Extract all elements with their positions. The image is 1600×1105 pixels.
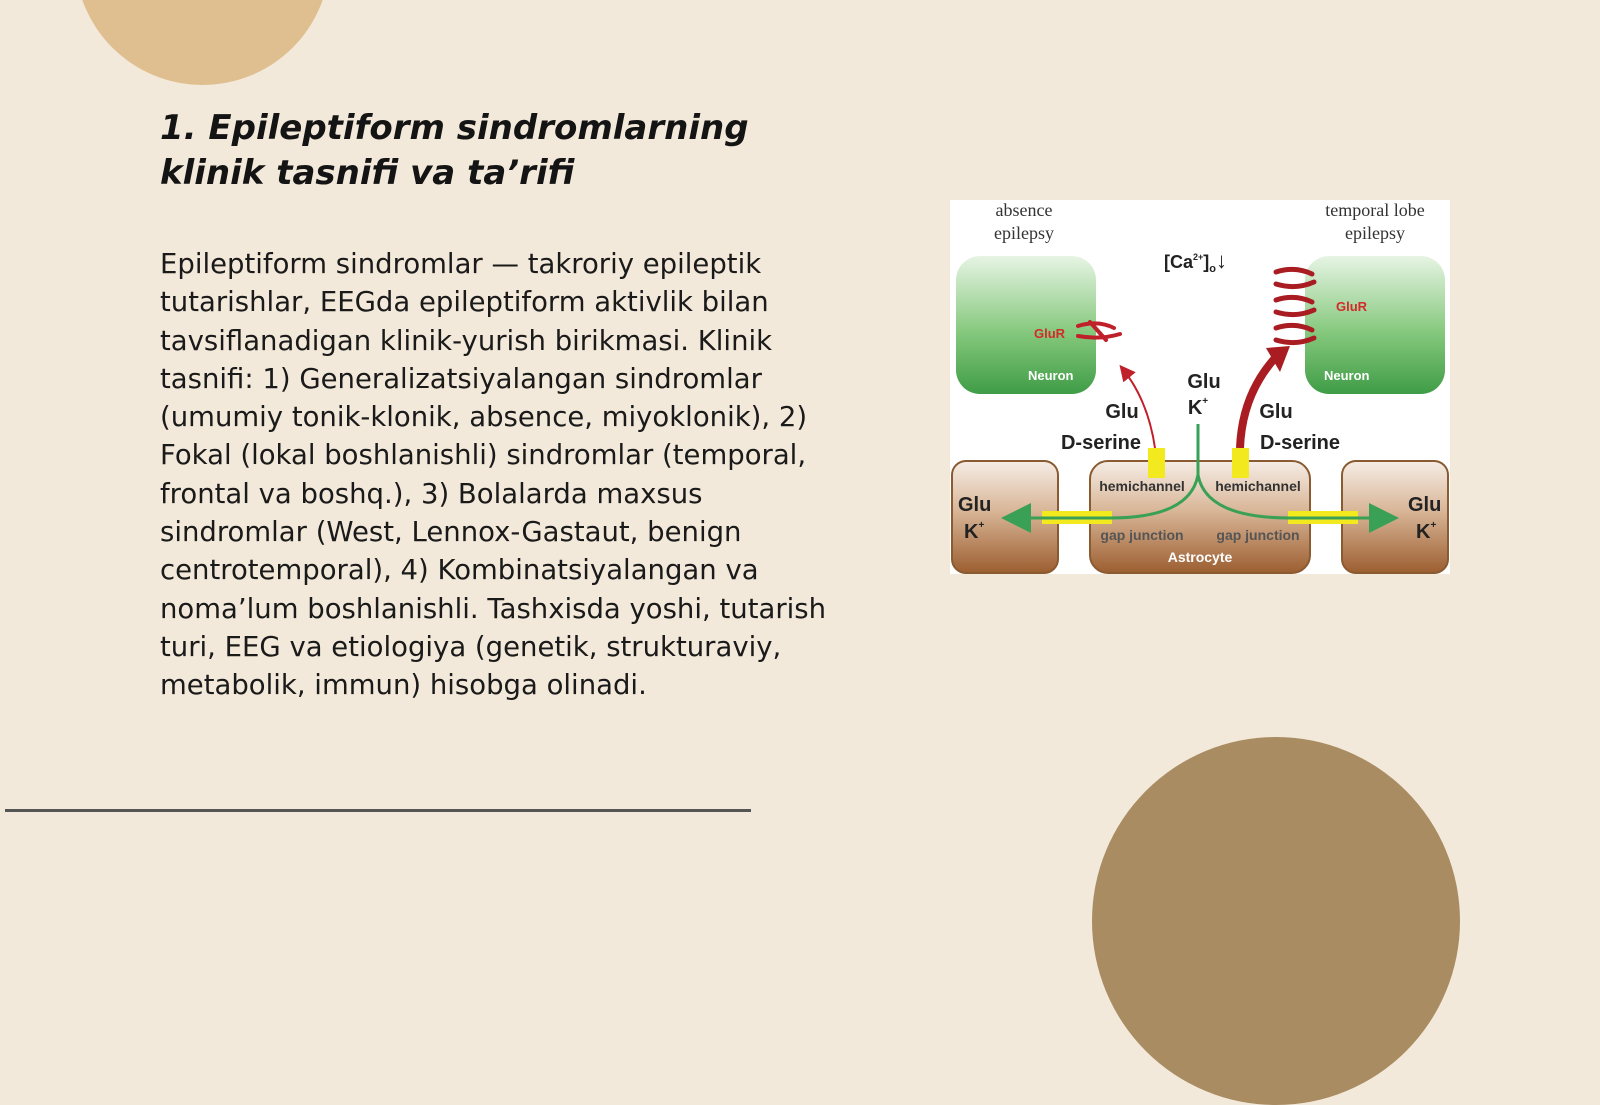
divider-line — [5, 809, 751, 812]
left-side-glu-label: Glu — [958, 494, 992, 516]
right-glu-label: Glu — [1259, 401, 1293, 423]
svg-text:[Ca2+]o↓: $[Ca^{2+}]_o↓$ — [1164, 248, 1228, 275]
right-gap-junction-label: gap junction — [1216, 527, 1300, 543]
left-dserine-label: D-serine — [1060, 432, 1142, 454]
calcium-label — [1164, 248, 1227, 275]
right-title-line1: temporal lobe — [1325, 200, 1425, 220]
left-gluR-label: GluR — [1034, 326, 1066, 341]
center-glu-label: Glu — [1187, 371, 1221, 393]
left-neuron-label: Neuron — [1028, 368, 1074, 383]
right-hemichannel-label: hemichannel — [1215, 478, 1301, 494]
left-hemichannel — [1148, 448, 1165, 478]
decorative-circle-top — [75, 0, 330, 85]
right-gluR-label: GluR — [1336, 299, 1368, 314]
left-title-line2: epilepsy — [994, 223, 1054, 243]
right-dserine-label: D-serine — [1259, 432, 1341, 454]
right-neuron-label: Neuron — [1324, 368, 1370, 383]
slide-body-text: Epileptiform sindromlar — takroriy epileptik tutarishlar, EEGda epileptiform aktivlik bilan tavsiflanadigan klinik-yurish birikmasi. Klinik tasnifi: 1) Generalizatsiyalangan sindromlar (umumiy tonik-klonik, absence, miyoklonik), 2) Fokal (lokal boshlanishli) sindromlar (temporal, frontal va boshq.), 3) Bolalarda maxsus sindromlar (West, Lennox-Gastaut, benign centrotemporal), 4) Kombinatsiyalangan va noma’lum boshlanishli. Tashxisda yoshi, tutarish turi, EEG va etiologiya (genetik, strukturaviy, metabolik, immun) hisobga olinadi. — [160, 248, 827, 702]
center-k-label: K+ — [1187, 396, 1209, 419]
left-hemichannel-label: hemichannel — [1099, 478, 1185, 494]
left-gap-junction-label: gap junction — [1100, 527, 1184, 543]
left-neuron — [956, 256, 1096, 394]
left-glu-label: Glu — [1105, 401, 1139, 423]
slide-title: 1. Epileptiform sindromlarning klinik tasnifi va ta’rifi — [160, 108, 749, 193]
epilepsy-astrocyte-diagram — [950, 200, 1450, 574]
astrocyte-label: Astrocyte — [1167, 549, 1233, 565]
decorative-circle-bottom — [1092, 737, 1460, 1105]
right-side-k-label: K+ — [1416, 520, 1437, 543]
right-hemichannel — [1232, 448, 1249, 478]
left-side-k-label: K+ — [964, 520, 985, 543]
right-title-line2: epilepsy — [1345, 223, 1405, 243]
left-title-line1: absence — [995, 200, 1053, 220]
right-side-glu-label: Glu — [1408, 494, 1442, 516]
